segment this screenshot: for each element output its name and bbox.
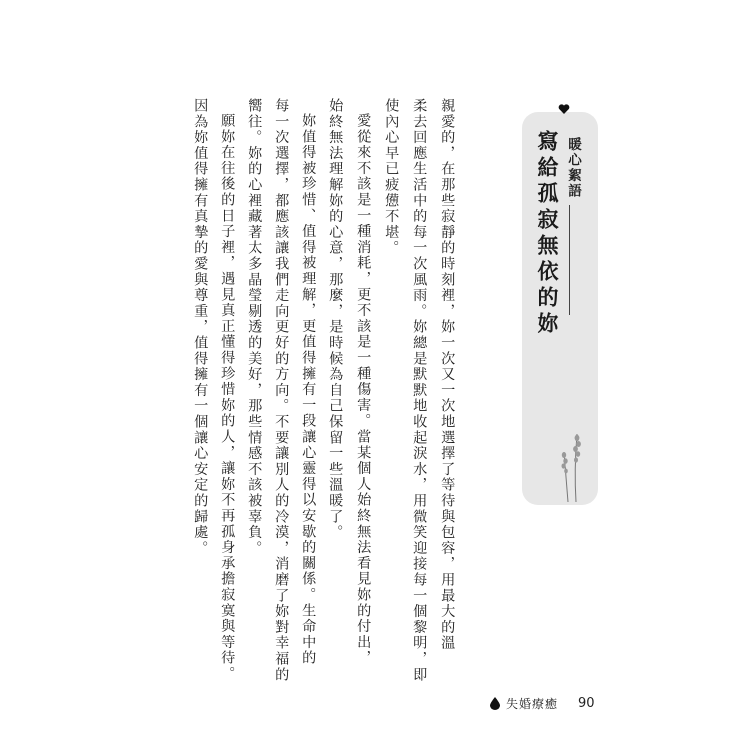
page-footer: [490, 693, 595, 713]
body-line: 始終無法理解妳的心意，那麼，是時候為自己保留一些溫暖了。: [327, 98, 344, 541]
body-line: 嚮往。妳的心裡藏著太多晶瑩剔透的美好，那些情感不該被辜負。: [246, 98, 263, 557]
page-number: 90: [578, 695, 595, 711]
body-line: 愛從來不該是一種消耗，更不該是一種傷害。當某個人始終無法看見妳的付出，: [355, 113, 372, 666]
body-line: 使內心早已疲憊不堪。: [383, 98, 400, 256]
section-subtitle: 暖心絮語: [565, 137, 581, 199]
subtitle-rule: [569, 205, 570, 315]
chapter-title: 寫給孤寂無依的妳: [535, 130, 560, 338]
body-line: 妳值得被珍惜、值得被理解，更值得擁有一段讓心靈得以安歇的關係。生命中的: [300, 113, 317, 666]
body-line: 每一次選擇，都應該讓我們走向更好的方向。不要讓別人的冷漠，消磨了妳對幸福的: [273, 98, 290, 683]
heart-icon: [558, 103, 570, 115]
lavender-sprig-icon: [556, 430, 590, 504]
body-line: 因為妳值得擁有真摯的愛與尊重，值得擁有一個讓心安定的歸處。: [192, 98, 209, 557]
body-line: 願妳在往後的日子裡，遇見真正懂得珍惜妳的人，讓妳不再孤身承擔寂寞與等待。: [219, 113, 236, 682]
body-line: 親愛的，在那些寂靜的時刻裡，妳一次又一次地選擇了等待與包容，用最大的溫: [439, 98, 456, 651]
running-title: 失婚療癒: [506, 696, 559, 711]
drop-icon: [490, 697, 500, 710]
body-line: 柔去回應生活中的每一次風雨。妳總是默默地收起淚水，用微笑迎接每一個黎明，即: [411, 98, 428, 683]
